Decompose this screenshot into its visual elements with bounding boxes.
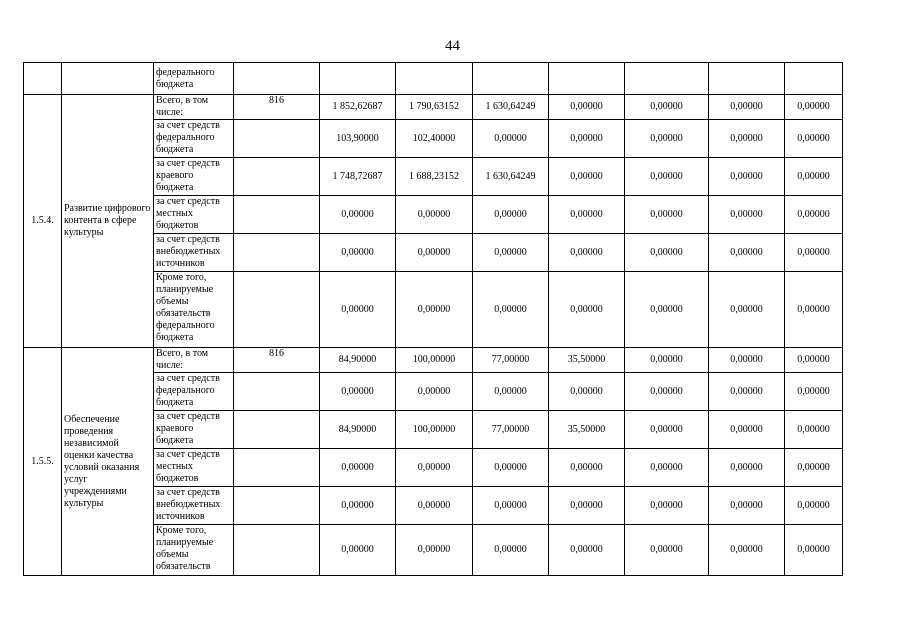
value-cell: 0,00000 xyxy=(549,487,625,525)
code-cell: 1.5.4. xyxy=(24,95,62,348)
units-cell xyxy=(234,272,320,348)
value-cell: 0,00000 xyxy=(473,196,549,234)
units-cell: 816 xyxy=(234,95,320,120)
table-row xyxy=(24,63,843,95)
value-cell: 0,00000 xyxy=(320,234,396,272)
units-cell xyxy=(234,487,320,525)
units-cell xyxy=(234,120,320,158)
value-cell: 0,00000 xyxy=(396,449,473,487)
value-cell: 0,00000 xyxy=(709,411,785,449)
value-cell xyxy=(625,63,709,95)
source-cell: за счет средств внебюджетных источников xyxy=(154,234,234,272)
value-cell: 103,90000 xyxy=(320,120,396,158)
units-cell xyxy=(234,63,320,95)
value-cell: 0,00000 xyxy=(549,234,625,272)
value-cell: 100,00000 xyxy=(396,348,473,373)
name-cell xyxy=(62,63,154,95)
value-cell: 0,00000 xyxy=(473,373,549,411)
table-row xyxy=(24,348,843,373)
value-cell: 0,00000 xyxy=(473,449,549,487)
value-cell: 0,00000 xyxy=(709,373,785,411)
value-cell xyxy=(320,63,396,95)
source-cell: Всего, в том числе: xyxy=(154,95,234,120)
value-cell: 0,00000 xyxy=(473,272,549,348)
value-cell: 0,00000 xyxy=(396,196,473,234)
value-cell: 0,00000 xyxy=(473,525,549,576)
value-cell: 0,00000 xyxy=(625,272,709,348)
value-cell: 0,00000 xyxy=(785,196,843,234)
value-cell: 0,00000 xyxy=(785,272,843,348)
value-cell: 0,00000 xyxy=(549,95,625,120)
value-cell: 0,00000 xyxy=(549,158,625,196)
value-cell: 0,00000 xyxy=(549,120,625,158)
value-cell: 0,00000 xyxy=(785,525,843,576)
value-cell: 0,00000 xyxy=(625,95,709,120)
page-number: 44 xyxy=(445,38,460,54)
units-cell: 816 xyxy=(234,348,320,373)
value-cell: 0,00000 xyxy=(625,234,709,272)
code-cell xyxy=(24,63,62,95)
value-cell: 0,00000 xyxy=(625,158,709,196)
units-cell xyxy=(234,411,320,449)
value-cell xyxy=(396,63,473,95)
value-cell: 0,00000 xyxy=(549,272,625,348)
units-cell xyxy=(234,196,320,234)
source-cell: за счет средств федерального бюджета xyxy=(154,120,234,158)
value-cell: 1 790,63152 xyxy=(396,95,473,120)
value-cell: 0,00000 xyxy=(785,411,843,449)
value-cell: 0,00000 xyxy=(549,449,625,487)
value-cell: 0,00000 xyxy=(625,449,709,487)
value-cell: 1 688,23152 xyxy=(396,158,473,196)
code-cell: 1.5.5. xyxy=(24,348,62,576)
value-cell: 0,00000 xyxy=(785,487,843,525)
value-cell: 0,00000 xyxy=(709,158,785,196)
value-cell: 0,00000 xyxy=(785,95,843,120)
source-cell: за счет средств краевого бюджета xyxy=(154,411,234,449)
table-body xyxy=(24,63,843,576)
value-cell: 0,00000 xyxy=(709,120,785,158)
value-cell: 0,00000 xyxy=(625,487,709,525)
units-cell xyxy=(234,234,320,272)
value-cell: 0,00000 xyxy=(625,411,709,449)
source-cell: за счет средств местных бюджетов xyxy=(154,449,234,487)
source-cell: за счет средств местных бюджетов xyxy=(154,196,234,234)
value-cell: 0,00000 xyxy=(473,120,549,158)
value-cell: 0,00000 xyxy=(396,373,473,411)
value-cell: 0,00000 xyxy=(396,487,473,525)
value-cell: 1 630,64249 xyxy=(473,158,549,196)
value-cell: 0,00000 xyxy=(320,373,396,411)
value-cell: 84,90000 xyxy=(320,348,396,373)
value-cell: 0,00000 xyxy=(709,487,785,525)
value-cell: 1 630,64249 xyxy=(473,95,549,120)
value-cell: 0,00000 xyxy=(473,487,549,525)
value-cell: 0,00000 xyxy=(549,525,625,576)
budget-table xyxy=(23,62,843,576)
value-cell: 0,00000 xyxy=(549,196,625,234)
value-cell: 0,00000 xyxy=(785,373,843,411)
value-cell: 0,00000 xyxy=(709,95,785,120)
name-cell: Обеспечение проведения независимой оценки качества условий оказания услуг учреждениями культуры xyxy=(62,348,154,576)
value-cell: 0,00000 xyxy=(625,525,709,576)
name-cell: Развитие цифрового контента в сфере культуры xyxy=(62,95,154,348)
value-cell: 0,00000 xyxy=(625,120,709,158)
source-cell: Кроме того, планируемые объемы обязательств xyxy=(154,525,234,576)
value-cell: 0,00000 xyxy=(709,449,785,487)
units-cell xyxy=(234,525,320,576)
source-cell: Кроме того, планируемые объемы обязательств федерального бюджета xyxy=(154,272,234,348)
value-cell: 0,00000 xyxy=(709,348,785,373)
value-cell: 0,00000 xyxy=(709,196,785,234)
value-cell: 0,00000 xyxy=(549,373,625,411)
value-cell xyxy=(709,63,785,95)
value-cell: 0,00000 xyxy=(625,348,709,373)
value-cell: 0,00000 xyxy=(320,487,396,525)
value-cell: 84,90000 xyxy=(320,411,396,449)
value-cell: 77,00000 xyxy=(473,348,549,373)
value-cell: 0,00000 xyxy=(785,449,843,487)
value-cell xyxy=(785,63,843,95)
table-row xyxy=(24,95,843,120)
value-cell: 0,00000 xyxy=(785,158,843,196)
source-cell: за счет средств внебюджетных источников xyxy=(154,487,234,525)
value-cell: 0,00000 xyxy=(785,234,843,272)
value-cell: 0,00000 xyxy=(396,272,473,348)
value-cell xyxy=(549,63,625,95)
units-cell xyxy=(234,373,320,411)
value-cell: 35,50000 xyxy=(549,348,625,373)
value-cell: 0,00000 xyxy=(396,234,473,272)
value-cell: 0,00000 xyxy=(320,525,396,576)
value-cell: 0,00000 xyxy=(625,373,709,411)
units-cell xyxy=(234,158,320,196)
source-cell: Всего, в том числе: xyxy=(154,348,234,373)
value-cell: 100,00000 xyxy=(396,411,473,449)
value-cell: 77,00000 xyxy=(473,411,549,449)
value-cell: 35,50000 xyxy=(549,411,625,449)
value-cell: 0,00000 xyxy=(785,348,843,373)
value-cell: 102,40000 xyxy=(396,120,473,158)
value-cell: 0,00000 xyxy=(320,272,396,348)
value-cell: 0,00000 xyxy=(785,120,843,158)
value-cell: 1 748,72687 xyxy=(320,158,396,196)
value-cell: 0,00000 xyxy=(320,196,396,234)
source-cell: за счет средств федерального бюджета xyxy=(154,373,234,411)
value-cell: 0,00000 xyxy=(709,272,785,348)
value-cell xyxy=(473,63,549,95)
value-cell: 0,00000 xyxy=(709,525,785,576)
source-cell: федерального бюджета xyxy=(154,63,234,95)
value-cell: 0,00000 xyxy=(320,449,396,487)
source-cell: за счет средств краевого бюджета xyxy=(154,158,234,196)
units-cell xyxy=(234,449,320,487)
value-cell: 0,00000 xyxy=(396,525,473,576)
value-cell: 1 852,62687 xyxy=(320,95,396,120)
value-cell: 0,00000 xyxy=(709,234,785,272)
value-cell: 0,00000 xyxy=(473,234,549,272)
value-cell: 0,00000 xyxy=(625,196,709,234)
